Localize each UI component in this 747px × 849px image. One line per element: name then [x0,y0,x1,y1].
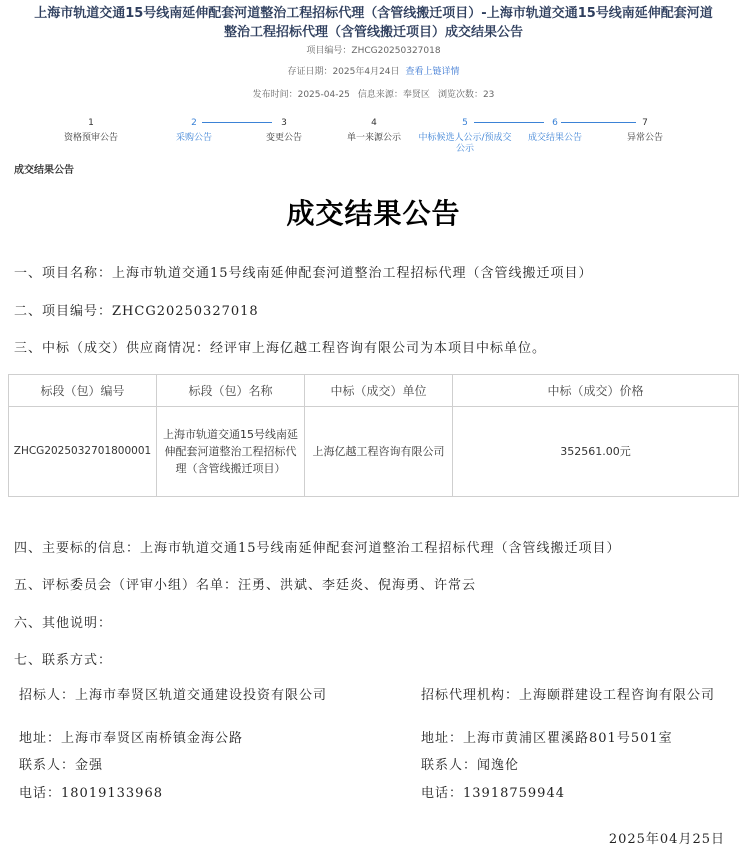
table-cell: 上海市轨道交通15号线南延伸配套河道整治工程招标代理（含管线搬迁项目） [157,407,305,497]
result-table [8,374,739,497]
section-tag: 成交结果公告 [14,165,74,176]
step-number: 2 [191,118,197,128]
tenderer-address: 地址：上海市奉贤区南桥镇金海公路 [19,731,244,746]
agency-org: 招标代理机构：上海颐群建设工程咨询有限公司 [421,688,716,703]
step-1[interactable] [41,116,141,144]
agency-person: 联系人：闻逸伦 [421,758,520,773]
tenderer-contact [14,686,344,806]
tenderer-phone: 电话：18019133968 [19,786,163,801]
step-number: 3 [281,118,287,128]
step-number: 7 [642,118,648,128]
step-4[interactable] [324,116,424,144]
project-name-line: 一、项目名称：上海市轨道交通15号线南延伸配套河道整治工程招标代理（含管线搬迁项目） [14,266,593,281]
agency-address: 地址：上海市黄浦区瞿溪路801号501室 [421,731,673,746]
info-source: 信息来源：奉贤区 [357,90,430,100]
step-label[interactable]: 中标候选人公示/预成交公示 [418,133,512,154]
step-number: 6 [552,118,558,128]
column-header: 中标（成交）单位 [305,375,453,407]
table-cell: 352561.00元 [453,407,739,497]
deposit-date: 存证日期：2025年4月24日 [287,67,400,77]
step-label[interactable]: 采购公告 [175,133,212,143]
table-cell: ZHCG2025032701800001 [9,407,157,497]
document-title: 成交结果公告 [286,197,461,230]
step-label[interactable]: 资格预审公告 [63,133,118,143]
committee-line: 五、评标委员会（评审小组）名单：汪勇、洪斌、李廷炎、倪海勇、许常云 [14,578,477,593]
agency-phone: 电话：13918759944 [421,786,565,801]
supplier-line: 三、中标（成交）供应商情况：经评审上海亿越工程咨询有限公司为本项目中标单位。 [14,341,547,356]
progress-steps [40,116,720,156]
step-number: 1 [88,118,94,128]
page-title: 上海市轨道交通15号线南延伸配套河道整治工程招标代理（含管线搬迁项目）-上海市轨道交通15号线南延伸配套河道整治工程招标代理（含管线搬迁项目）成交结果公告 [34,6,713,40]
step-label[interactable]: 异常公告 [626,133,663,143]
step-number: 5 [462,118,468,128]
project-number: 项目编号：ZHCG20250327018 [306,46,441,56]
contact-heading: 七、联系方式： [14,653,113,668]
step-3[interactable] [234,116,334,144]
step-5[interactable] [417,116,513,155]
publish-date: 2025年04月25日 [608,832,725,847]
other-notes-line: 六、其他说明： [14,616,113,631]
agency-contact [416,686,741,806]
step-2[interactable] [144,116,244,144]
table-header-row [9,375,739,407]
column-header: 标段（包）编号 [9,375,157,407]
view-count: 浏览次数：23 [437,90,495,100]
deposit-line [0,64,747,77]
step-7[interactable] [595,116,695,144]
subject-line: 四、主要标的信息：上海市轨道交通15号线南延伸配套河道整治工程招标代理（含管线搬迁项目） [14,541,621,556]
step-label[interactable]: 变更公告 [265,133,302,143]
step-number: 4 [371,118,377,128]
column-header: 中标（成交）价格 [453,375,739,407]
step-label[interactable]: 成交结果公告 [527,133,582,143]
tenderer-org: 招标人：上海市奉贤区轨道交通建设投资有限公司 [19,688,328,703]
column-header: 标段（包）名称 [157,375,305,407]
table-row [9,407,739,497]
step-label[interactable]: 单一来源公示 [346,133,401,143]
chain-detail-link[interactable]: 查看上链详情 [405,67,460,77]
publish-time: 发布时间：2025-04-25 [252,90,350,100]
tenderer-person: 联系人：金强 [19,758,104,773]
table-cell: 上海亿越工程咨询有限公司 [305,407,453,497]
project-number-line: 二、项目编号：ZHCG20250327018 [14,304,259,319]
publish-info [0,87,747,100]
step-6[interactable] [505,116,605,144]
